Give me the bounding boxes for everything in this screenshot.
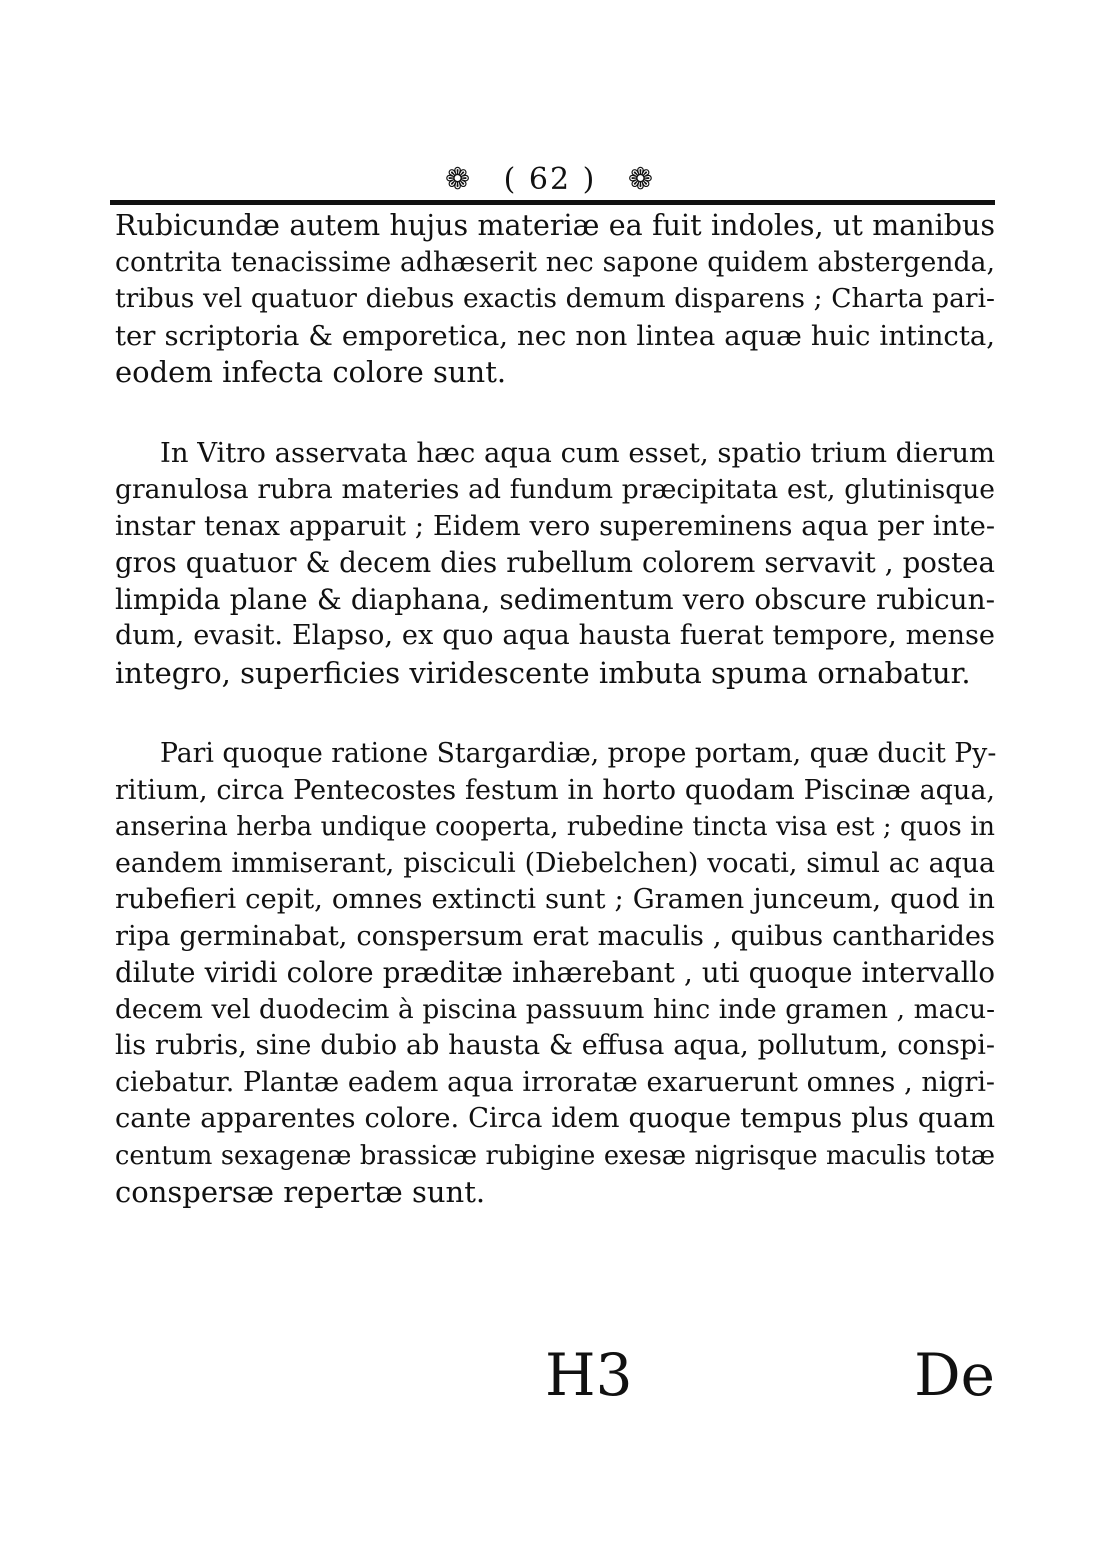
text-line: anserina herba undique cooperta, rubedine tincta visa est ; quos in — [115, 812, 995, 842]
text-line: lis rubris, sine dubio ab hausta & effusa aqua, pollutum, conspi- — [115, 1030, 995, 1061]
fleuron-right-icon: ❁ — [627, 162, 656, 197]
text-line: gros quatuor & decem dies rubellum colorem servavit , postea — [115, 546, 995, 579]
text-line: ciebatur. Plantæ eadem aqua irroratæ exaruerunt omnes , nigri- — [115, 1066, 995, 1098]
text-line: dum, evasit. Elapso, ex quo aqua hausta fuerat tempore, mense — [115, 620, 995, 651]
text-line: instar tenax apparuit ; Eidem vero supereminens aqua per inte- — [115, 510, 995, 542]
text-line: ter scriptoria & emporetica, nec non lintea aquæ huic intincta, — [115, 319, 995, 352]
paragraph-2 — [115, 436, 995, 692]
text-line: rubefieri cepit, omnes extincti sunt ; Gramen junceum, quod in — [115, 884, 995, 915]
text-line: eodem infecta colore sunt. — [115, 355, 507, 389]
text-line: ritium, circa Pentecostes festum in horto quodam Piscinæ aqua, — [115, 774, 995, 806]
text-line: centum sexagenæ brassicæ rubigine exesæ nigrisque maculis totæ — [115, 1140, 995, 1171]
fleuron-left-icon: ❁ — [444, 162, 473, 197]
text-line: dilute viridi colore præditæ inhærebant , uti quoque intervallo — [115, 956, 995, 989]
text-line: limpida plane & diaphana, sedimentum vero obscure rubicun- — [115, 582, 995, 616]
catchword: De — [914, 1341, 995, 1409]
text-line: conspersæ repertæ sunt. — [115, 1175, 486, 1209]
signature-mark: H3 — [545, 1341, 633, 1409]
text-line: In Vitro asservata hæc aqua cum esset, spatio trium dierum — [160, 437, 995, 469]
text-line: cante apparentes colore. Circa idem quoque tempus plus quam — [115, 1103, 995, 1134]
body-text — [115, 208, 995, 1211]
text-line: integro, superficies viridescente imbuta spuma ornabatur. — [115, 655, 971, 690]
page-footer — [0, 1335, 1100, 1415]
paragraph-3 — [115, 736, 995, 1211]
page-number: ( 62 ) — [503, 162, 597, 197]
text-line: decem vel duodecim à piscina passuum hinc inde gramen , macu- — [115, 994, 995, 1025]
paragraph-1 — [115, 208, 995, 391]
text-line: Rubicundæ autem hujus materiæ ea fuit indoles, ut manibus — [115, 209, 995, 242]
text-line: eandem immiserant, pisciculi (Diebelchen) vocati, simul ac aqua — [115, 847, 995, 879]
text-line: granulosa rubra materies ad fundum præcipitata est, glutinisque — [115, 474, 995, 505]
header-rule — [110, 200, 995, 205]
text-line: tribus vel quatuor diebus exactis demum disparens ; Charta pari- — [115, 283, 995, 314]
page-header — [0, 160, 1100, 200]
text-line: ripa germinabat, conspersum erat maculis , quibus cantharides — [115, 920, 995, 952]
text-line: contrita tenacissime adhæserit nec sapone quidem abstergenda, — [115, 246, 995, 278]
text-line: Pari quoque ratione Stargardiæ, prope portam, quæ ducit Py- — [160, 738, 997, 769]
